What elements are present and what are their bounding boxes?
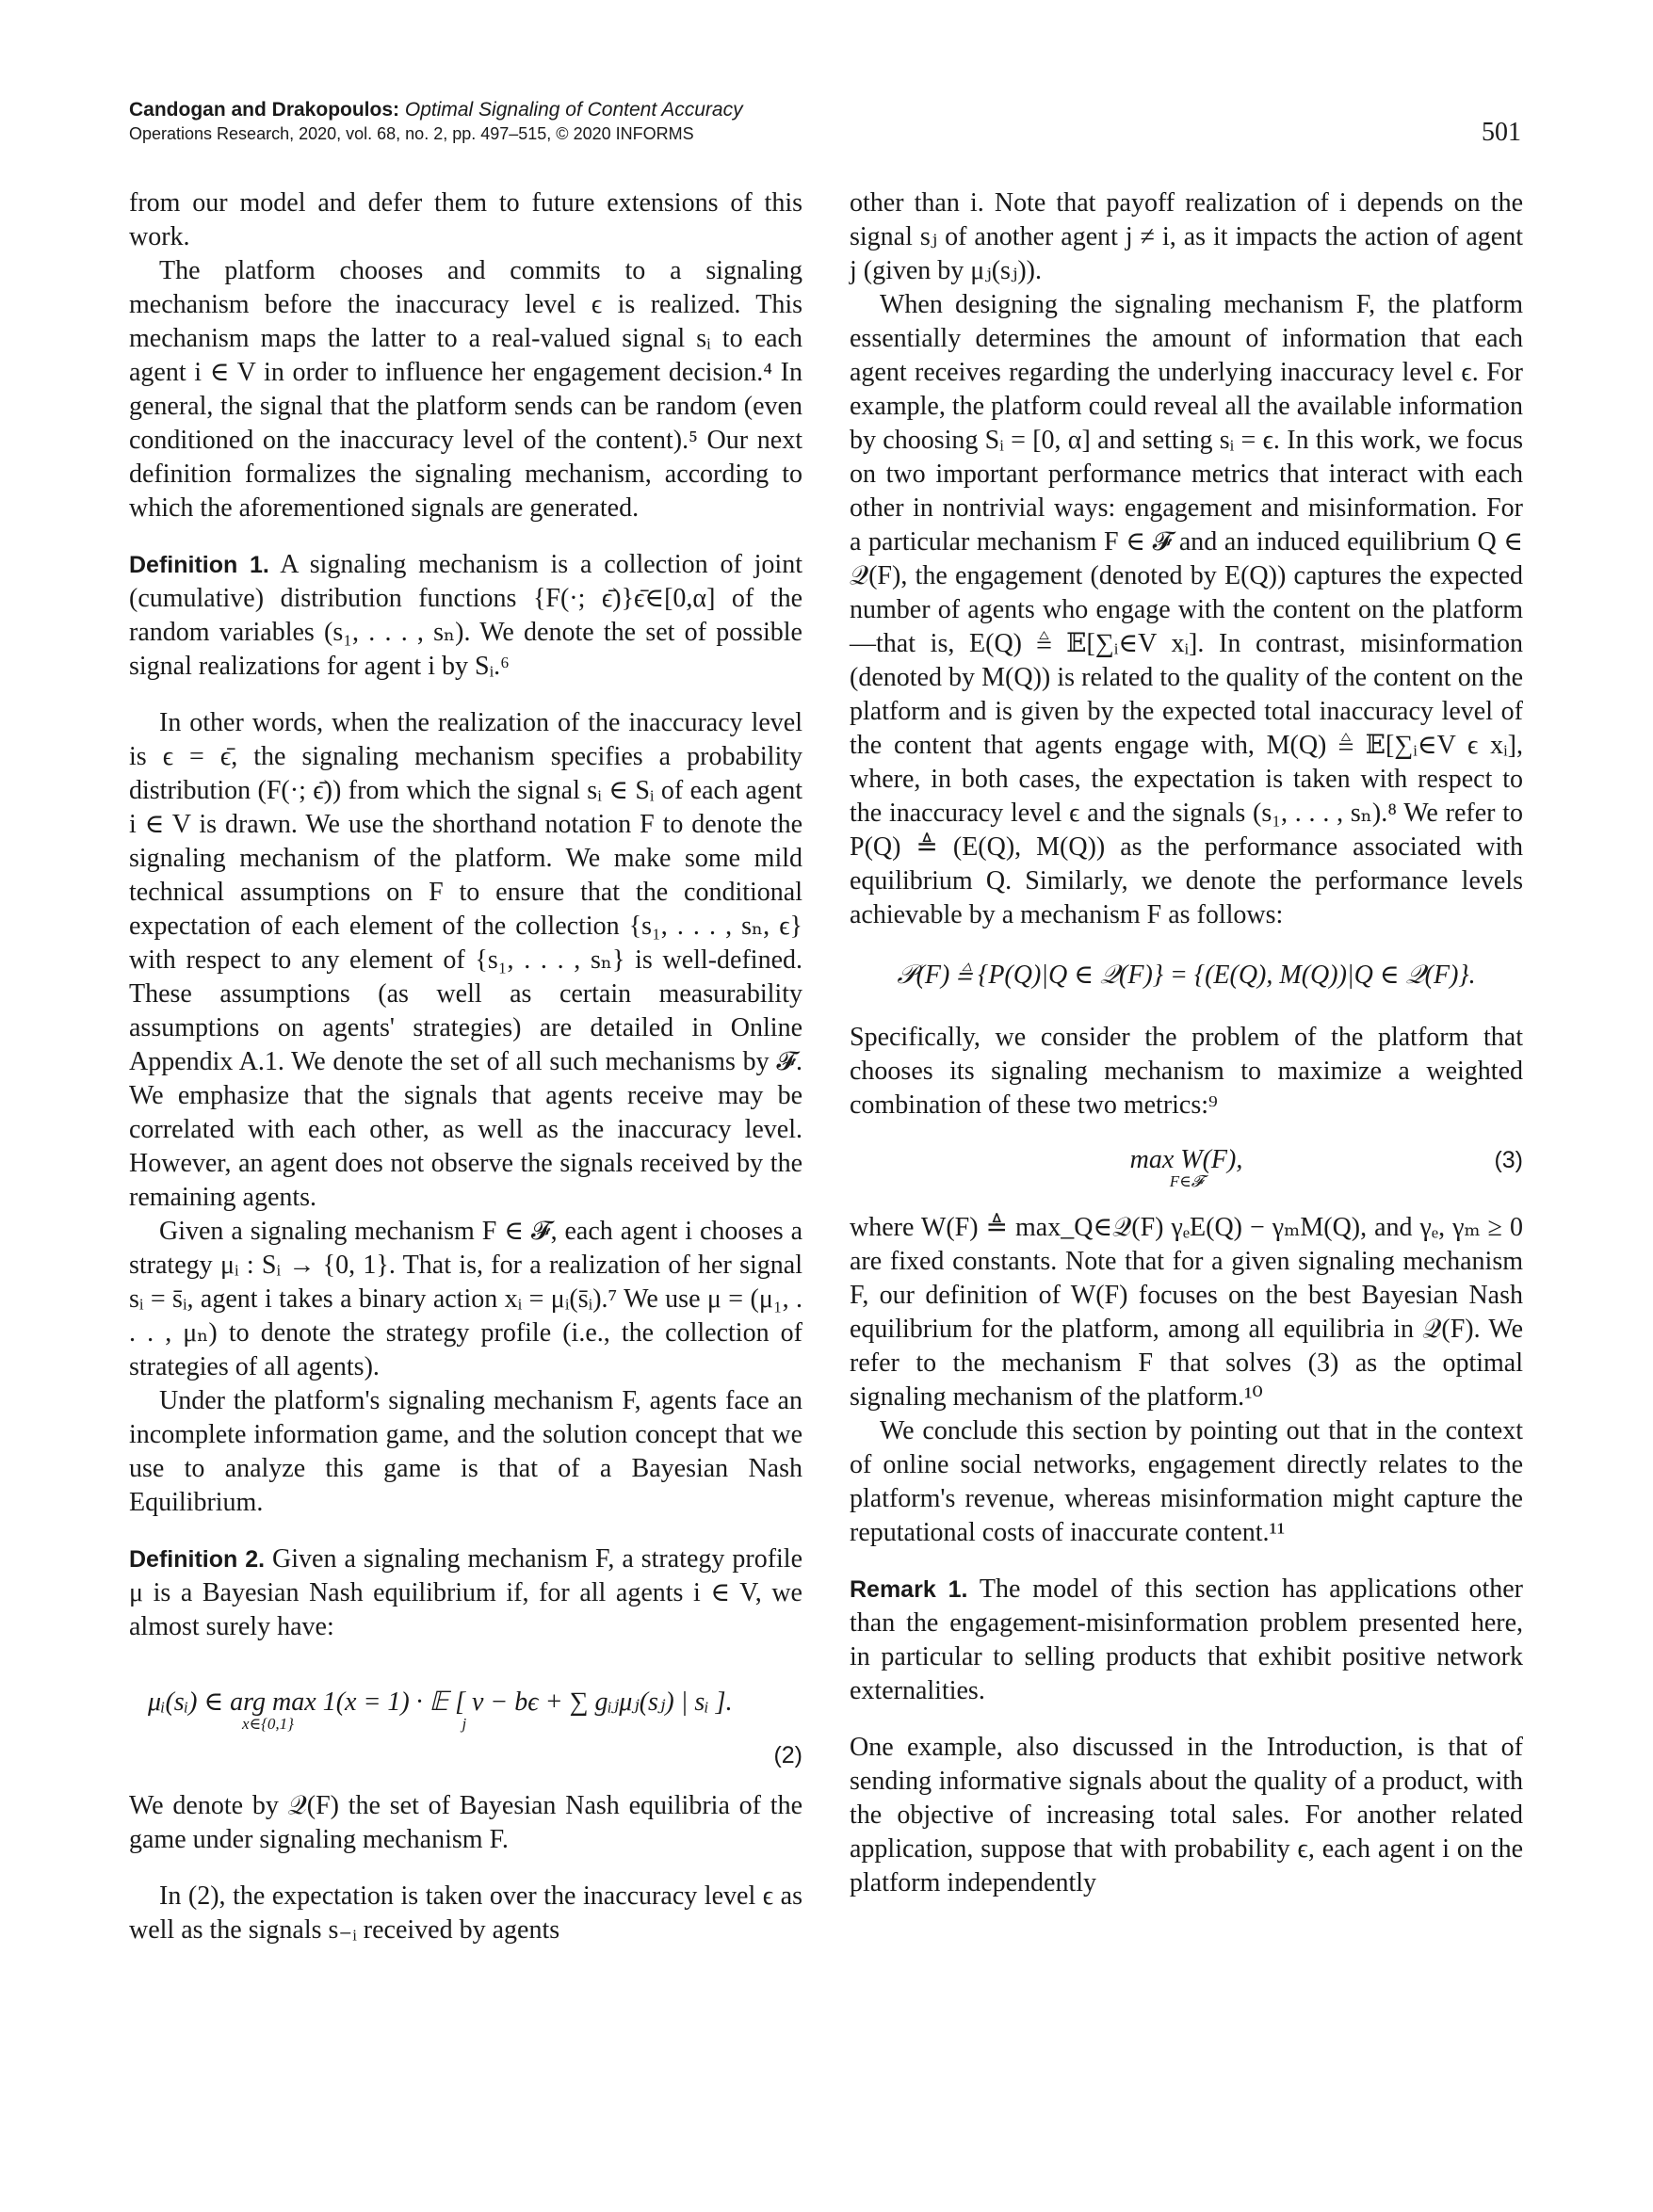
definition-label: Definition 1. bbox=[129, 552, 269, 578]
paragraph: where W(F) ≜ max_Q∈𝒬(F) γₑE(Q) − γₘM(Q), and γₑ, γₘ ≥ 0 are fixed constants. Note that for a given signaling mechanism F, our definition of W(F) focuses on the best Bayesian Nash equilibrium for the platform, among all equilibria in 𝒬(F). We refer to the mechanism F that solves (3) as the optimal signaling mechanism of the platform.¹⁰ bbox=[850, 1213, 1523, 1412]
equation-subscript: F∈𝓕 bbox=[1169, 1172, 1204, 1190]
header-title: Optimal Signaling of Content Accuracy bbox=[404, 99, 743, 121]
paragraph: In other words, when the realization of the inaccuracy level is ϵ = ϵ̄, the signaling mechanism specifies a probability distribution (F(·; ϵ̄)) from which the signal sᵢ ∈ Sᵢ of each agent i ∈ V is drawn. We use the shorthand notation F to denote the signaling mechanism of the platform. We make some mild technical assumptions on F to ensure that the conditional expectation of each element of the collection {s₁, . . . , sₙ, ϵ} with respect to any element of {s₁, . . . , sₙ} is well-defined. These assumptions (as well as certain measurability assumptions on agents' strategies) are detailed in Online Appendix A.1. We denote the set of all such mechanisms by 𝓕. We emphasize that the signals that agents receive may be correlated with each other, as well as the inaccuracy level. However, an agent does not observe the signals received by the remaining agents. bbox=[129, 708, 802, 1212]
equation-number: (3) bbox=[1494, 1147, 1523, 1173]
right-column bbox=[850, 186, 1523, 1900]
equation-2 bbox=[129, 1686, 802, 1733]
definition-2 bbox=[129, 1542, 802, 1644]
paragraph: We conclude this section by pointing out that in the context of online social networks, engagement directly relates to the platform's revenue, whereas misinformation might capture the reputational costs of inaccurate content.¹¹ bbox=[850, 1416, 1523, 1547]
paragraph: Specifically, we consider the problem of the platform that chooses its signaling mechanism to maximize a weighted combination of these two metrics:⁹ bbox=[850, 1023, 1523, 1120]
page-number: 501 bbox=[1482, 118, 1521, 147]
definition-text: A signaling mechanism is a collection of joint (cumulative) distribution functions {F(·; ϵ̄)}ϵ̄∈[0,α] of the random variables (s₁, . . . , sₙ). We denote the set of possible signal realizations for agent i by Sᵢ.⁶ bbox=[129, 550, 802, 681]
journal-citation: Operations Research, 2020, vol. 68, no. 2, pp. 497–515, © 2020 INFORMS bbox=[129, 124, 694, 143]
page-header bbox=[129, 97, 1521, 145]
remark-label: Remark 1. bbox=[850, 1576, 968, 1603]
paragraph: In (2), the expectation is taken over the inaccuracy level ϵ as well as the signals s₋ᵢ received by agents bbox=[129, 1881, 802, 1945]
paragraph: Under the platform's signaling mechanism F, agents face an incomplete information game, and the solution concept that we use to analyze this game is that of a Bayesian Nash Equilibrium. bbox=[129, 1386, 802, 1517]
running-title bbox=[129, 97, 1521, 122]
definition-1 bbox=[129, 548, 802, 684]
paragraph: other than i. Note that payoff realization of i depends on the signal sⱼ of another agent j ≠ i, as it impacts the action of agent j (given by μⱼ(sⱼ)). bbox=[850, 188, 1523, 285]
definition-label: Definition 2. bbox=[129, 1546, 266, 1573]
paragraph: One example, also discussed in the Introduction, is that of sending informative signals about the quality of a product, with the objective of increasing total sales. For another related application, suppose that with probability ϵ, each agent i on the platform independently bbox=[850, 1733, 1523, 1897]
equation-3 bbox=[850, 1143, 1523, 1190]
left-column bbox=[129, 186, 802, 1947]
paragraph: The platform chooses and commits to a signaling mechanism before the inaccuracy level ϵ is realized. This mechanism maps the latter to a real-valued signal sᵢ to each agent i ∈ V in order to influence her engagement decision.⁴ In general, the signal that the platform sends can be random (even conditioned on the inaccuracy level of the content).⁵ Our next definition formalizes the signaling mechanism, according to which the aforementioned signals are generated. bbox=[129, 256, 802, 523]
paragraph: Given a signaling mechanism F ∈ 𝓕, each agent i chooses a strategy μᵢ : Sᵢ → {0, 1}. That is, for a realization of her signal sᵢ = s̄ᵢ, agent i takes a binary action xᵢ = μᵢ(s̄ᵢ).⁷ We use μ = (μ₁, . . . , μₙ) to denote the strategy profile (i.e., the collection of strategies of all agents). bbox=[129, 1217, 802, 1381]
definition-text: Given a signaling mechanism F, a strategy profile μ is a Bayesian Nash equilibrium if, for all agents i ∈ V, we almost surely have: bbox=[129, 1544, 803, 1641]
header-authors: Candogan and Drakopoulos: bbox=[129, 99, 400, 121]
equation-body: max W(F), bbox=[1129, 1145, 1243, 1174]
equation-number: (2) bbox=[773, 1742, 802, 1768]
paragraph: We denote by 𝒬(F) the set of Bayesian Nash equilibria of the game under signaling mechanism F. bbox=[129, 1791, 802, 1854]
paragraph: When designing the signaling mechanism F, the platform essentially determines the amount of information that each agent receives regarding the underlying inaccuracy level ϵ. For example, the platform could reveal all the available information by choosing Sᵢ = [0, α] and setting sᵢ = ϵ. In this work, we focus on two important performance metrics that interact with each other in nontrivial ways: engagement and misinformation. For a particular mechanism F ∈ 𝓕 and an induced equilibrium Q ∈ 𝒬(F), the engagement (denoted by E(Q)) captures the expected number of agents who engage with the content on the platform—that is, E(Q) ≜ 𝔼[∑ᵢ∈V xᵢ]. In contrast, misinformation (denoted by M(Q)) is related to the quality of the content on the platform and is given by the expected total inaccuracy level of the content that agents engage with, M(Q) ≜ 𝔼[∑ᵢ∈V ϵ xᵢ], where, in both cases, the expectation is taken with respect to the inaccuracy level ϵ and the signals (s₁, . . . , sₙ).⁸ We refer to P(Q) ≜ (E(Q), M(Q)) as the performance associated with equilibrium Q. Similarly, we denote the performance levels achievable by a mechanism F as follows: bbox=[850, 290, 1523, 929]
equation-body: μᵢ(sᵢ) ∈ arg max 1(x = 1) · 𝔼 [ v − bϵ + ∑ gᵢⱼμⱼ(sⱼ) | sᵢ ]. bbox=[148, 1687, 733, 1717]
equation-performance: 𝒫(F) ≜ {P(Q)|Q ∈ 𝒬(F)} = {(E(Q), M(Q))|Q ∈ 𝒬(F)}. bbox=[897, 961, 1476, 990]
remark-1 bbox=[850, 1573, 1523, 1708]
paragraph: from our model and defer them to future extensions of this work. bbox=[129, 188, 802, 251]
remark-text: The model of this section has applications other than the engagement-misinformation problem presented here, in particular to selling products that exhibit positive network externalities. bbox=[850, 1574, 1523, 1705]
equation-subscript: x∈{0,1} j bbox=[242, 1715, 467, 1733]
